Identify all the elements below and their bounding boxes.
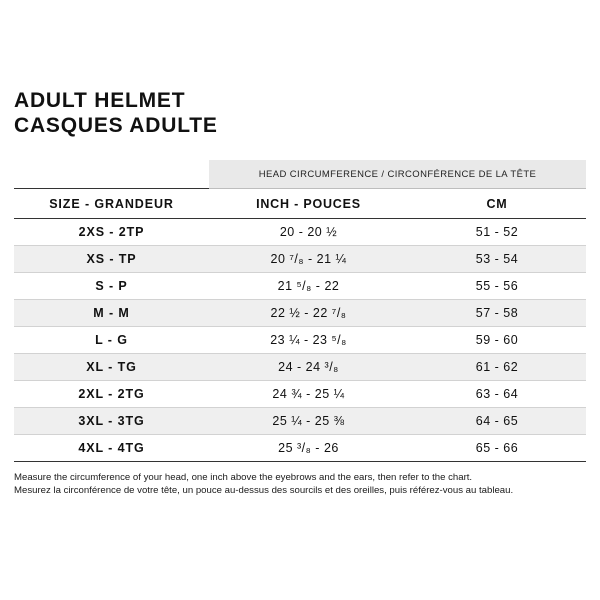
cell-inch: 22 ½ - 22 ⁷/₈ (209, 300, 408, 327)
cell-size: 2XS - 2TP (14, 219, 209, 246)
cell-inch: 21 ⁵/₈ - 22 (209, 273, 408, 300)
cell-size: 4XL - 4TG (14, 435, 209, 462)
note-english: Measure the circumference of your head, one inch above the eyebrows and the ears, then refer to the chart. (14, 472, 473, 483)
table-column-header-row (14, 189, 586, 219)
cell-inch: 20 - 20 ½ (209, 219, 408, 246)
page-title (14, 0, 586, 138)
cell-size: 3XL - 3TG (14, 408, 209, 435)
title-english: ADULT HELMET (14, 89, 186, 112)
cell-cm: 65 - 66 (408, 435, 586, 462)
cell-cm: 53 - 54 (408, 246, 586, 273)
size-chart-table (14, 160, 586, 462)
table-row (14, 246, 586, 273)
column-header-size: SIZE - GRANDEUR (14, 189, 209, 219)
cell-inch: 20 ⁷/₈ - 21 ¼ (209, 246, 408, 273)
table-body (14, 219, 586, 462)
table-row (14, 381, 586, 408)
header-spacer-cell (14, 160, 209, 189)
cell-size: M - M (14, 300, 209, 327)
table-header-group-row (14, 160, 586, 189)
cell-cm: 64 - 65 (408, 408, 586, 435)
cell-inch: 24 - 24 ³/₈ (209, 354, 408, 381)
table-row (14, 354, 586, 381)
table-row (14, 435, 586, 462)
cell-size: 2XL - 2TG (14, 381, 209, 408)
cell-inch: 25 ¼ - 25 ⅜ (209, 408, 408, 435)
table-row (14, 327, 586, 354)
cell-size: L - G (14, 327, 209, 354)
table-row (14, 219, 586, 246)
cell-size: S - P (14, 273, 209, 300)
cell-inch: 25 ³/₈ - 26 (209, 435, 408, 462)
note-french: Mesurez la circonférence de votre tête, un pouce au-dessus des sourcils et des oreilles, puis référez-vous au tableau. (14, 485, 514, 496)
cell-cm: 63 - 64 (408, 381, 586, 408)
header-head-circumference: HEAD CIRCUMFERENCE / CIRCONFÉRENCE DE LA TÊTE (209, 160, 586, 189)
cell-inch: 24 ¾ - 25 ¼ (209, 381, 408, 408)
table-row (14, 273, 586, 300)
cell-size: XL - TG (14, 354, 209, 381)
cell-cm: 59 - 60 (408, 327, 586, 354)
table-row (14, 300, 586, 327)
cell-cm: 61 - 62 (408, 354, 586, 381)
table-header (14, 160, 586, 219)
cell-cm: 51 - 52 (408, 219, 586, 246)
measurement-notes (14, 471, 586, 497)
cell-cm: 55 - 56 (408, 273, 586, 300)
title-french: CASQUES ADULTE (14, 114, 218, 137)
cell-inch: 23 ¼ - 23 ⁵/₈ (209, 327, 408, 354)
cell-cm: 57 - 58 (408, 300, 586, 327)
column-header-inch: INCH - POUCES (209, 189, 408, 219)
table-row (14, 408, 586, 435)
column-header-cm: CM (408, 189, 586, 219)
cell-size: XS - TP (14, 246, 209, 273)
